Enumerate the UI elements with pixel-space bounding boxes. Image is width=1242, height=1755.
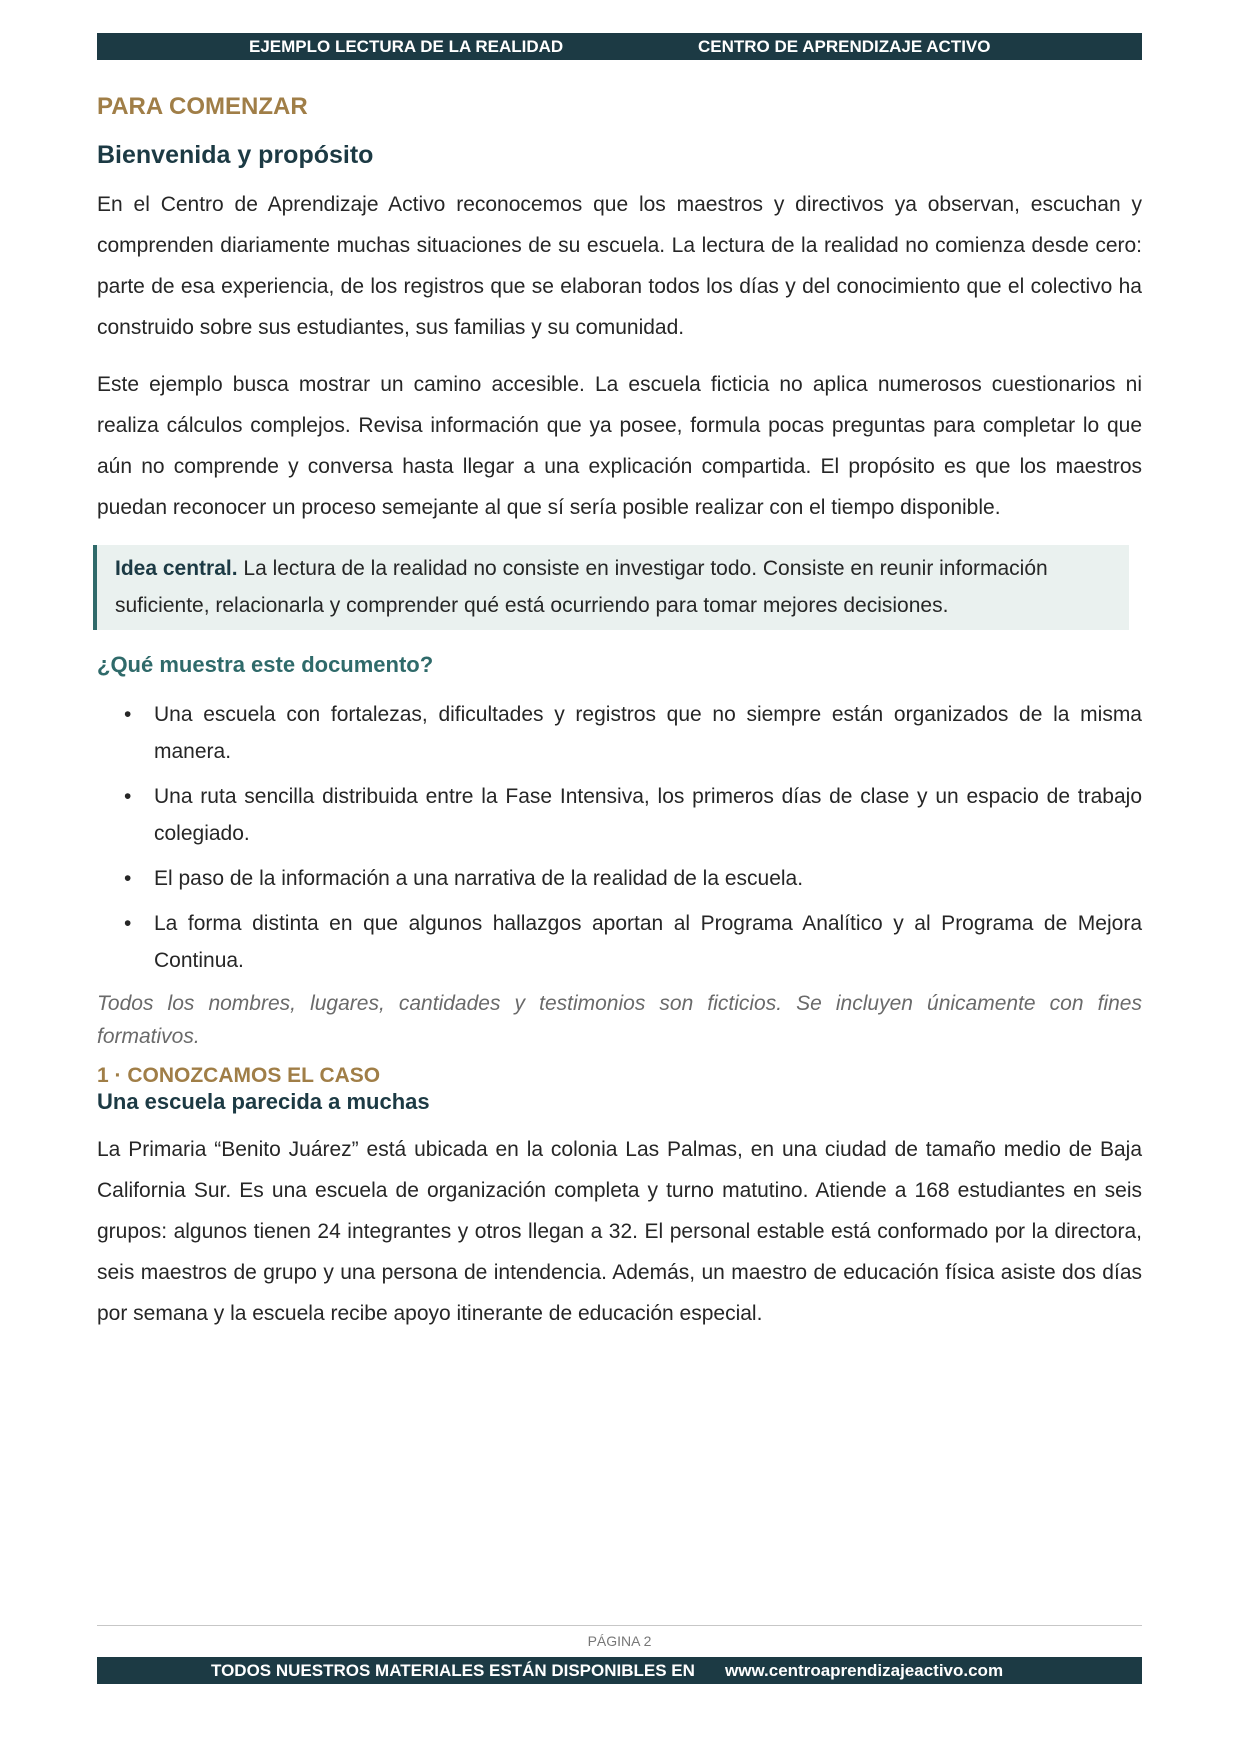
fiction-note: Todos los nombres, lugares, cantidades y testimonios son ficticios. Se incluyen únicamente con fines formativos. — [97, 992, 1142, 1048]
section1-paragraph: La Primaria “Benito Juárez” está ubicada en la colonia Las Palmas, en una ciudad de tamaño medio de Baja California Sur. Es una escuela de organización completa y turno matutino. Atiende a 168 estudiantes en seis grupos: algunos tienen 24 integrantes y otros llegan a 32. El personal estable está conformado por la directora, seis maestros de grupo y una persona de intendencia. Además, un maestro de educación física asiste dos días por semana y la escuela recibe apoyo itinerante de educación especial. — [97, 1138, 1142, 1325]
page-content — [97, 90, 1142, 1334]
page-number: PÁGINA 2 — [587, 1633, 652, 1649]
list-item-text: La forma distinta en que algunos hallazgos aportan al Programa Analítico y al Programa de Mejora Continua. — [154, 912, 1142, 972]
header-bar — [97, 33, 1142, 60]
intro-paragraph-2: Este ejemplo busca mostrar un camino accesible. La escuela ficticia no aplica numerosos cuestionarios ni realiza cálculos complejos. Revisa información que ya posee, formula pocas preguntas para completar lo que aún no comprende y conversa hasta llegar a una explicación compartida. El propósito es que los maestros puedan reconocer un proceso semejante al que sí sería posible realizar con el tiempo disponible. — [97, 373, 1142, 519]
list-item — [97, 905, 1142, 979]
bullet-icon: • — [124, 703, 132, 726]
header-right-title: CENTRO DE APRENDIZAJE ACTIVO — [698, 36, 991, 56]
idea-central-callout — [93, 545, 1129, 630]
callout-text: La lectura de la realidad no consiste en investigar todo. Consiste en reunir información suficiente, relacionarla y comprender qué está ocurriendo para tomar mejores decisiones. — [115, 557, 1048, 617]
bullet-icon: • — [124, 912, 132, 935]
footer-left-text: TODOS NUESTROS MATERIALES ESTÁN DISPONIBLES EN — [211, 1661, 695, 1680]
footer-divider — [97, 1625, 1142, 1626]
section1-kicker: 1 · CONOZCAMOS EL CASO — [97, 1064, 381, 1087]
intro-title: Bienvenida y propósito — [97, 141, 374, 169]
shows-list — [97, 696, 1142, 979]
list-item-text: El paso de la información a una narrativa de la realidad de la escuela. — [154, 867, 804, 890]
section1-title: Una escuela parecida a muchas — [97, 1089, 430, 1114]
list-item-text: Una ruta sencilla distribuida entre la Fase Intensiva, los primeros días de clase y un espacio de trabajo colegiado. — [154, 785, 1142, 845]
shows-heading: ¿Qué muestra este documento? — [97, 652, 434, 677]
list-item — [97, 860, 1142, 897]
bullet-icon: • — [124, 785, 132, 808]
list-item — [97, 778, 1142, 852]
callout-label: Idea central. — [115, 557, 238, 580]
intro-kicker: PARA COMENZAR — [97, 93, 308, 120]
header-left-title: EJEMPLO LECTURA DE LA REALIDAD — [249, 36, 564, 56]
intro-paragraph-1: En el Centro de Aprendizaje Activo reconocemos que los maestros y directivos ya observan, escuchan y comprenden diariamente muchas situaciones de su escuela. La lectura de la realidad no comienza desde cero: parte de esa experiencia, de los registros que se elaboran todos los días y del conocimiento que el colectivo ha construido sobre sus estudiantes, sus familias y su comunidad. — [97, 193, 1142, 339]
footer-bar — [97, 1657, 1142, 1684]
list-item-text: Una escuela con fortalezas, dificultades y registros que no siempre están organizados de la misma manera. — [154, 703, 1142, 763]
list-item — [97, 696, 1142, 770]
footer-website-link[interactable]: www.centroaprendizajeactivo.com — [725, 1661, 1004, 1680]
bullet-icon: • — [124, 867, 132, 890]
